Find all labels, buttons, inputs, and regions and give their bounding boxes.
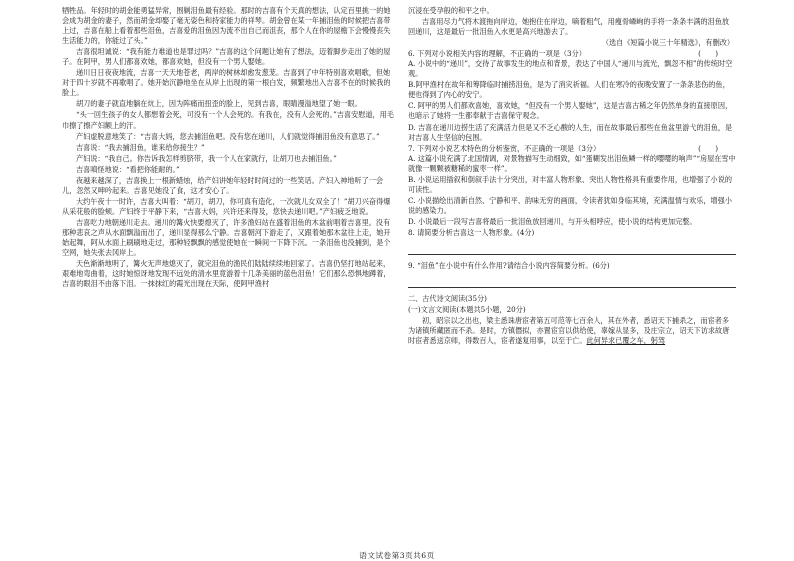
story-paragraph-3: 递川日日夜夜地流，吉喜一天天地苍老，两岸的树林却愈发葱茏。吉喜到了中年特别喜欢唱歌，但她对于四十岁就不再歌唱了。她开始沉静地坐在从岸上出现的第一根白发，频繁地出入吉喜不在的时候我的脸上。 [62,68,391,98]
story-last-paragraph: 吉喜用尽力气将木渡拖向岸边，她抱住在岸边，嘀着粗气，用瘦骨嶙峋的手将一条条丰满的泪鱼放回递川，这是最后一批泪鱼入水更是高兴地游去了。 [408,17,730,37]
left-column [62,6,396,290]
question-7 [408,144,736,227]
classical-passage [408,316,736,346]
story-paragraph-11: 大约午夜十一时许，吉喜大叫着：“胡刀，胡刀，你可真有造化，一次就儿女双全了！”胡刀兴奋得爆从采花般的脸颊。产妇终于平静下来，“吉喜大妈，兴许还来得及，您快去递川吧。”产妇疲乏地说。 [62,196,391,216]
story-paragraph-12: 吉喜吃力地朝递川走去。递川的篝火快要熄灭了，许多渔妇站在盛着泪鱼的木盆前唱着吉喜里。没有那种悲哀之声从水面飘溢而出了，递川显得那么宁静。吉喜朝河下游走了，又跟着她那木盆往上走，她开始起舞，阿从水面上刷刷地走过，那种轻飘飘的感觉使她在一瞬间一下降下沉。一条泪鱼也没捕到，是个空网，她失张去冈岸上。 [62,217,391,258]
story-paragraph-7: 吉喜说：“我去捕泪鱼，谁来给你接生？” [76,142,205,152]
answer-line-9 [408,273,736,288]
classical-passage-underline: 此何异求已覆之车，躬驾 [586,336,666,346]
option-6b: B.阿甲渔村在故年和筹降临时捕捞泪鱼，是为了消灾祈福。人们在寒冷的夜晚安置了一条条悲伤的鱼，便也得到了内心的安宁。 [408,80,730,100]
story-paragraph-10: 夜越来越深了，吉喜换上一根新蜡烛，给产妇讲她年轻时时间过的一些笑话。产妇入神地听了一会儿，忽然又呻吟起来。吉喜见她没了食，这才安心了。 [62,175,384,195]
story-paragraph-13: 天色渐渐地明了，篝火无声地熄灭了，就完泪鱼的渔民们陆陆续续地回家了。吉喜仍坚打地站起来，艰难地弯曲着，这时她惊讶地发现不远处的清水里竟游着十几条美丽的蓝色泪鱼！它们那么恐惧地蹲着，吉喜的眼泪不由落下泪。一抹抹红的霞光出现在天际，使阿甲渔村 [62,259,391,289]
option-7d: D. 小说最后一段写吉喜将最后一批泪鱼放回递川，与开头相呼应，使小说的结构更加完整。 [408,216,697,226]
story-paragraph-6: 产妇虚脱意地笑了：“吉喜大妈，您去捕泪鱼吧。没有您在递川，人们就觉得捕泪鱼没有意思了。” [76,131,380,141]
story-paragraph-8: 产妇说：“我自己。你告诉我怎样剪脐带，我一个人在家就行，让胡刀也去捕泪鱼。” [76,153,337,163]
subsection-heading-wenyan: (一)文言文阅读(本题共5小题，20分) [408,305,526,315]
story-paragraph-4: 胡刀的妻子就直地躺在炕上，因为阵痛而扭歪的脸上，见到吉喜，眼睛漫溢地望了她一眼。 [76,99,362,109]
option-7b: B. 小说运用插叙和倒叙手法十分突出，对丰富人物形象、突出人物性格具有重要作用，也增强了小说的可读性。 [408,174,732,194]
option-6c: C. 阿甲的男人们都欢喜她，喜欢她，“但没有一个男人娶她”，这是吉喜古稀之年仍然单身的直接原因，也暗示了她将一生都奉献于吉喜保守观念。 [408,101,733,121]
section-heading-classical: 二、古代诗文阅读(35分) [408,294,487,304]
story-paragraph-2: 吉喜很坦诚说：“我有能力难道也是罪过吗？”吉喜的这个问题让她有了想法，迈着脚步走出了她的屋子。在阿甲，男人们都喜欢她，都喜欢她，但没有一个男人娶她。 [62,47,391,67]
option-7c: C. 小说描绘出清新自然、宁静和平、韵味无穷的画面，令读者犹如身临其境，充满温情与欢乐，增强小说的感染力。 [408,195,732,215]
question-6-stem: 6. 下列对小说相关内容的理解，不正确的一项是（3分） [408,49,586,59]
story-paragraph-1: 牺牲品。年轻时的胡金能勇猛异常，围剿泪鱼最有经验。那时的吉喜有个天真的想法，认定百里挑一的她会成为胡金的妻子，然而胡金却娶了毫无姿色和持家能力的祥琴。胡金曾在某一年捕泪鱼的时候把吉喜带上过，吉喜在船上看着那些泪鱼，吉喜爱的泪鱼因为流不出自己而沮丧，那个人在你的屋檐下会慢慢丧失生活能力的，你能过了头。” [62,6,391,46]
story-paragraph-9: 吉喜嗔怪地说：“看把你能耐的。” [76,164,180,174]
classical-passage-text: 初，昭宗以之出也，梁主悉诛唐宦者第五可范等七百余人，其在外者，悉诏天下捕杀之，而宦者多为诸镇所藏匿而不杀。是时，方镇僭拟，亦置宦官以供给使，辜嫁从显多，及庄宗立，诏天下访求故唐时宦者悉送京师，得数百人，宦者遂复用事，以至于亡。 [408,316,730,346]
question-7-stem: 7. 下列对小说艺术特色的分析鉴赏，不正确的一项是（3分） [408,143,601,153]
source-citation: （选自《短篇小说三十年精选》，有删改） [601,38,734,48]
question-6 [408,49,736,142]
option-6a: A. 小说中的“递川”，交待了故事发生的地点和背景，表达了中国人“递川与流光，飘忽不相”的传统时空观。 [408,59,733,79]
right-column [408,6,736,347]
story-paragraph-5: “头一回生孩子的女人都想着会死，可没有一个人会死的。有我在，没有人会死的。”吉喜安慰道，用毛巾擦了擦产妇额上的汗。 [62,110,394,130]
answer-blank-7: ( ) [698,143,718,153]
question-9: 9. “泪鱼”在小说中有什么作用?请结合小说内容简要分析。(6分) [408,261,610,271]
option-7a: A. 这篇小说充满了北国情调，对景物描写生动细致，如“蛋糊发出泪鱼鳞一样的嘤嘤的响声”“房屋在雪中就像一颗颗被糖稀的蜜枣一样”。 [408,153,736,173]
answer-line-8 [408,240,736,255]
option-6d: D. 吉喜在递川边捞生活了充满活力但是又不乏心酸的人生，而在故事最后那些在鱼盆里游弋的泪鱼，是对吉喜人生坚信的包围。 [408,122,733,142]
answer-blank-6: ( ) [698,49,718,59]
story-end: 沉浸在受孕般的和平之中。 [408,6,494,15]
page-footer: 语文试卷第3页共6页 [359,551,435,560]
question-8: 8. 请简要分析吉喜这一人物形象。(4分) [408,227,535,237]
